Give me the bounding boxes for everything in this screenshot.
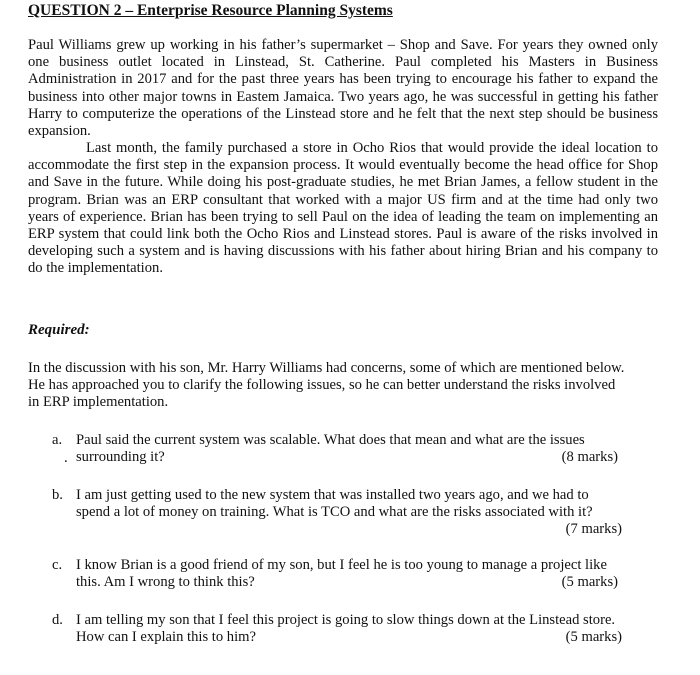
question-item-d	[52, 612, 622, 652]
question-marks: (5 marks)	[561, 574, 618, 590]
question-marks: (8 marks)	[561, 449, 618, 465]
requirements-intro: In the discussion with his son, Mr. Harry Williams had concerns, some of which are mentioned below. He has approached you to clarify the following issues, so he can better understand the risks involved in ERP implementation.	[28, 360, 625, 411]
scenario-paragraph-2	[28, 140, 658, 278]
stray-mark: .	[64, 450, 68, 466]
question-text: I am telling my son that I feel this project is going to slow things down at the Linstead store. How can I explain this to him?	[76, 612, 616, 646]
scenario-paragraph-1: Paul Williams grew up working in his father’s supermarket – Shop and Save. For years they owned only one business outlet located in Linstead, St. Catherine. Paul completed his Masters in Business Administration in 2017 and for the past three years has been trying to encourage his father to expand the business into other major towns in Eastem Jamaica. Two years ago, he was successful in getting his father Harry to computerize the operations of the Linstead store and he felt that the next step should be business expansion.	[28, 37, 658, 140]
required-heading: Required:	[28, 322, 90, 338]
question-title: QUESTION 2 – Enterprise Resource Planning Systems	[28, 2, 393, 19]
question-marks: (5 marks)	[565, 629, 622, 645]
question-text: I am just getting used to the new system that was installed two years ago, and we had to spend a lot of money on training. What is TCO and what are the risks associated with it?	[76, 487, 593, 521]
question-text: Paul said the current system was scalable. What does that mean and what are the issues surrounding it?	[76, 432, 585, 466]
question-letter: c.	[52, 557, 63, 573]
question-marks: (7 marks)	[565, 521, 622, 537]
question-item-c	[52, 557, 622, 597]
question-item-b	[52, 487, 622, 545]
scenario-paragraph-2-text: Last month, the family purchased a store in Ocho Rios that would provide the ideal location to accommodate the first step in the expansion process. It would eventually become the head office for Shop and Save in the future. While doing his post-graduate studies, he met Brian James, a fellow student in the program. Brian was an ERP consultant that worked with a major US firm and at the time had only two years of experience. Brian has been trying to sell Paul on the idea of leading the team on implementing an ERP system that could link both the Ocho Rios and Linstead stores. Paul is aware of the risks involved in developing such a system and is having discussions with his father about hiring Brian and his company to do the implementation.	[28, 140, 658, 277]
question-letter: d.	[52, 612, 63, 628]
question-item-a	[52, 432, 622, 472]
question-letter: b.	[52, 487, 63, 503]
question-text: I know Brian is a good friend of my son, but I feel he is too young to manage a project like this. Am I wrong to think this?	[76, 557, 607, 591]
question-letter: a.	[52, 432, 63, 448]
